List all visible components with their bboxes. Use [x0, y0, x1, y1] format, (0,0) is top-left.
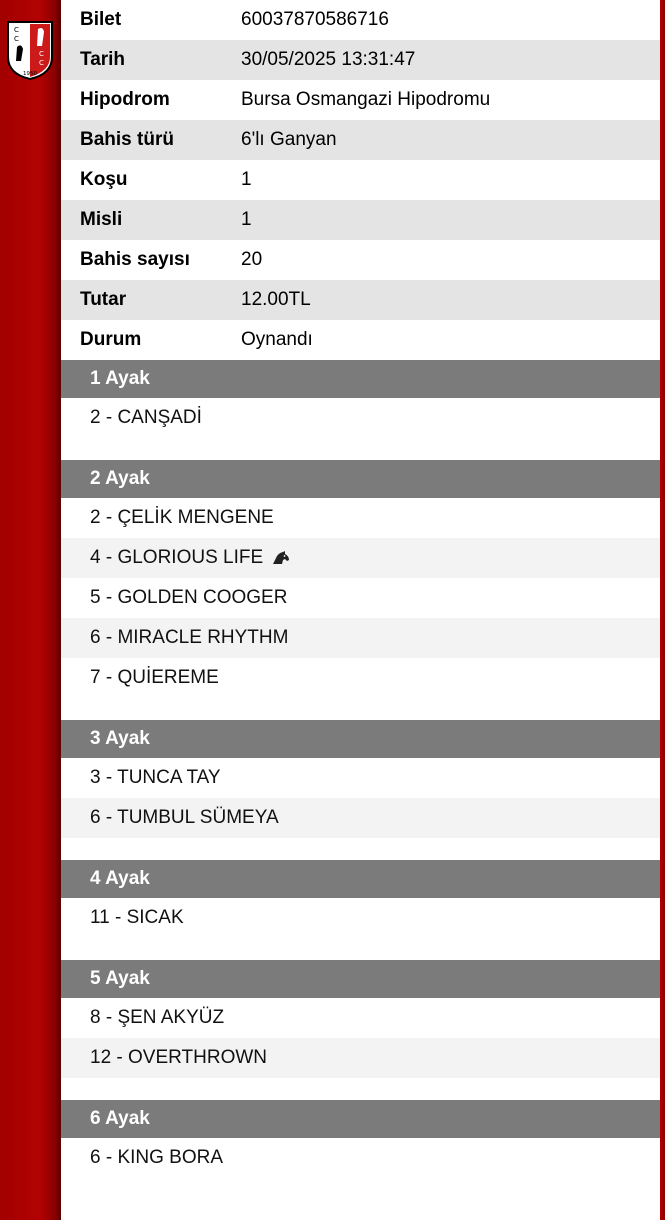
ticket-info-row [61, 0, 660, 40]
horse-row [61, 578, 660, 618]
horse-name: 8 - ŞEN AKYÜZ [90, 1007, 225, 1028]
info-value: 60037870586716 [241, 9, 389, 30]
leg-spacer [61, 1078, 660, 1100]
ticket-info-table [61, 0, 660, 360]
horse-row [61, 998, 660, 1038]
ticket-info-row [61, 120, 660, 160]
ticket-info-row [61, 160, 660, 200]
horse-name: 2 - CANŞADİ [90, 407, 202, 428]
leg-spacer [61, 938, 660, 960]
svg-text:C: C [14, 35, 19, 43]
ticket-info-row [61, 240, 660, 280]
info-label: Hipodrom [80, 89, 170, 110]
info-label: Bilet [80, 9, 122, 30]
horse-name: 3 - TUNCA TAY [90, 767, 221, 788]
horse-row [61, 1138, 660, 1178]
horse-row [61, 658, 660, 698]
info-label: Tutar [80, 289, 127, 310]
leg-section [61, 960, 660, 1100]
leg-spacer [61, 438, 660, 460]
horse-name: 6 - TUMBUL SÜMEYA [90, 807, 279, 828]
leg-spacer [61, 698, 660, 720]
horse-name: 6 - KING BORA [90, 1147, 224, 1168]
horse-name: 12 - OVERTHROWN [90, 1047, 268, 1068]
leg-section [61, 460, 660, 720]
leg-header: 5 Ayak [61, 960, 660, 998]
right-side-bar [660, 0, 665, 1220]
info-value: 1 [241, 169, 252, 190]
horse-row [61, 898, 660, 938]
horse-row [61, 398, 660, 438]
horse-name: 6 - MIRACLE RHYTHM [90, 627, 289, 648]
leg-header: 6 Ayak [61, 1100, 660, 1138]
horse-row [61, 1038, 660, 1078]
info-label: Misli [80, 209, 123, 230]
horse-row [61, 618, 660, 658]
horse-row [61, 798, 660, 838]
info-value: 12.00TL [241, 289, 311, 310]
horse-name: 5 - GOLDEN COOGER [90, 587, 288, 608]
leg-header: 3 Ayak [61, 720, 660, 758]
info-label: Tarih [80, 49, 126, 70]
legs-list [61, 360, 660, 1200]
leg-spacer [61, 838, 660, 860]
leg-header: 1 Ayak [61, 360, 660, 398]
ticket-info-row [61, 200, 660, 240]
info-value: 30/05/2025 13:31:47 [241, 49, 416, 70]
info-label: Bahis sayısı [80, 249, 190, 270]
info-label: Durum [80, 329, 142, 350]
info-value: 6'lı Ganyan [241, 129, 337, 150]
ticket-info-row [61, 280, 660, 320]
leg-section [61, 720, 660, 860]
horse-head-icon [272, 551, 290, 565]
horse-row [61, 498, 660, 538]
leg-section [61, 860, 660, 960]
horse-row [61, 538, 660, 578]
ticket-info-row [61, 40, 660, 80]
info-value: Oynandı [241, 329, 313, 350]
leg-spacer [61, 1178, 660, 1200]
horse-row [61, 758, 660, 798]
info-label: Bahis türü [80, 129, 174, 150]
info-value: 1 [241, 209, 252, 230]
info-value: 20 [241, 249, 263, 270]
svg-text:C: C [39, 50, 44, 58]
leg-header: 2 Ayak [61, 460, 660, 498]
ticket-info-row [61, 320, 660, 360]
ticket-info-row [61, 80, 660, 120]
horse-name: 11 - SICAK [90, 907, 184, 928]
ticket-detail-panel [61, 0, 660, 1220]
horse-name: 2 - ÇELİK MENGENE [90, 507, 274, 528]
info-label: Koşu [80, 169, 128, 190]
left-side-bar [0, 0, 61, 1220]
horse-name: 4 - GLORIOUS LIFE [90, 547, 264, 568]
logo-year: 1950 [23, 71, 37, 77]
svg-text:C: C [39, 59, 44, 67]
leg-section [61, 1100, 660, 1200]
club-logo [5, 19, 55, 81]
svg-text:C: C [14, 26, 19, 34]
leg-header: 4 Ayak [61, 860, 660, 898]
horse-name: 7 - QUİEREME [90, 667, 219, 688]
leg-section [61, 360, 660, 460]
info-value: Bursa Osmangazi Hipodromu [241, 89, 491, 110]
